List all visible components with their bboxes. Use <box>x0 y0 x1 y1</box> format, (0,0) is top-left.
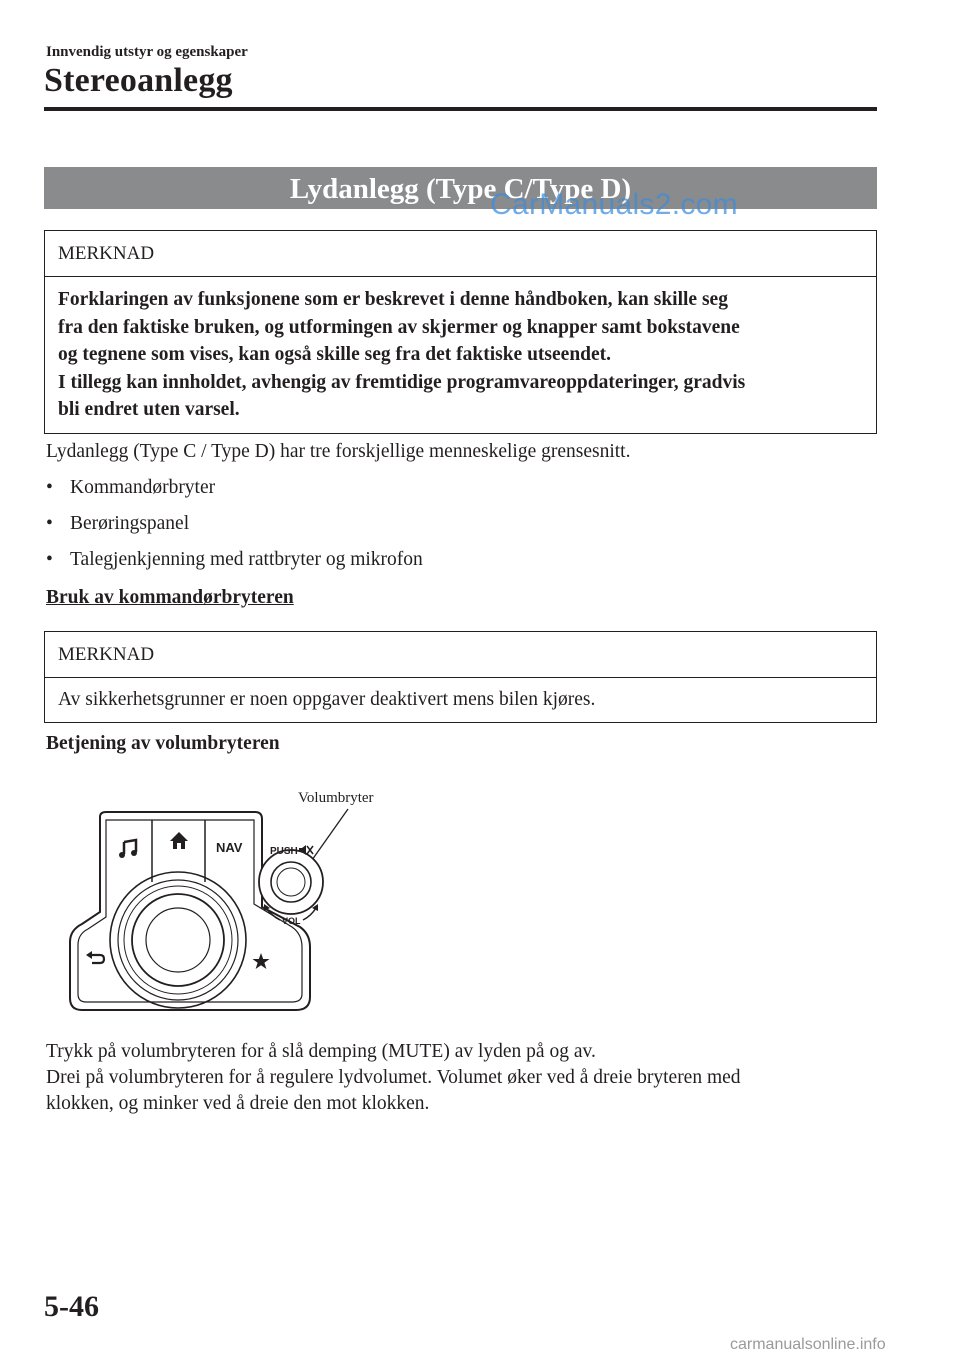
bullet-label: Talegjenkjenning med rattbryter og mikrofon <box>70 549 423 570</box>
note-line: Forklaringen av funksjonene som er beskrevet i denne håndboken, kan skille seg <box>58 289 728 310</box>
note-label: MERKNAD <box>45 632 876 678</box>
bullet-item <box>46 513 189 535</box>
paragraph-volume <box>46 1065 876 1117</box>
bullet-label: Berøringspanel <box>70 513 190 534</box>
note-line: og tegnene som vises, kan også skille seg fra det faktiske utseendet. <box>58 344 612 365</box>
commander-switch-figure <box>60 782 420 1022</box>
bullet-item <box>46 549 423 571</box>
section-title: Stereoanlegg <box>44 62 233 99</box>
note-line: fra den faktiske bruken, og utformingen av skjermer og knapper samt bokstavene <box>58 316 740 338</box>
subheading-commander: Bruk av kommandørbryteren <box>46 587 294 608</box>
bullet-item <box>46 477 215 499</box>
bullet-symbol: • <box>46 477 53 498</box>
bullet-symbol: • <box>46 549 53 570</box>
title-rule <box>44 107 877 111</box>
vol-label: VOL <box>282 916 301 926</box>
paragraph-line: klokken, og minker ved å dreie den mot klokken. <box>46 1093 430 1114</box>
note-body: Av sikkerhetsgrunner er noen oppgaver deaktivert mens bilen kjøres. <box>58 689 596 710</box>
footer-site-text: carmanualsonline.info <box>730 1336 886 1353</box>
intro-text: Lydanlegg (Type C / Type D) har tre forskjellige menneskelige grensesnitt. <box>46 441 631 462</box>
push-label: PUSH <box>270 846 298 857</box>
bullet-label: Kommandørbryter <box>70 477 216 498</box>
paragraph-line: Drei på volumbryteren for å regulere lydvolumet. Volumet øker ved å dreie bryteren med <box>46 1067 741 1088</box>
paragraph-mute: Trykk på volumbryteren for å slå demping (MUTE) av lyden på og av. <box>46 1041 596 1062</box>
subheading-volume: Betjening av volumbryteren <box>46 733 280 754</box>
bullet-symbol: • <box>46 513 53 534</box>
note-line: bli endret uten varsel. <box>58 399 240 420</box>
heading-banner: Lydanlegg (Type C/Type D) <box>44 167 877 209</box>
watermark-text: CarManuals2.com <box>490 188 738 221</box>
note-box-2 <box>44 631 877 723</box>
note-line: I tillegg kan innholdet, avhengig av fremtidige programvareoppdateringer, gradvis <box>58 371 746 393</box>
note-label: MERKNAD <box>45 231 876 277</box>
breadcrumb: Innvendig utstyr og egenskaper <box>46 44 248 60</box>
volume-switch-callout: Volumbryter <box>298 790 374 806</box>
page-number: 5-46 <box>44 1290 99 1323</box>
nav-label: NAV <box>216 840 243 855</box>
note-box-1 <box>44 230 877 434</box>
note-body <box>45 277 876 433</box>
